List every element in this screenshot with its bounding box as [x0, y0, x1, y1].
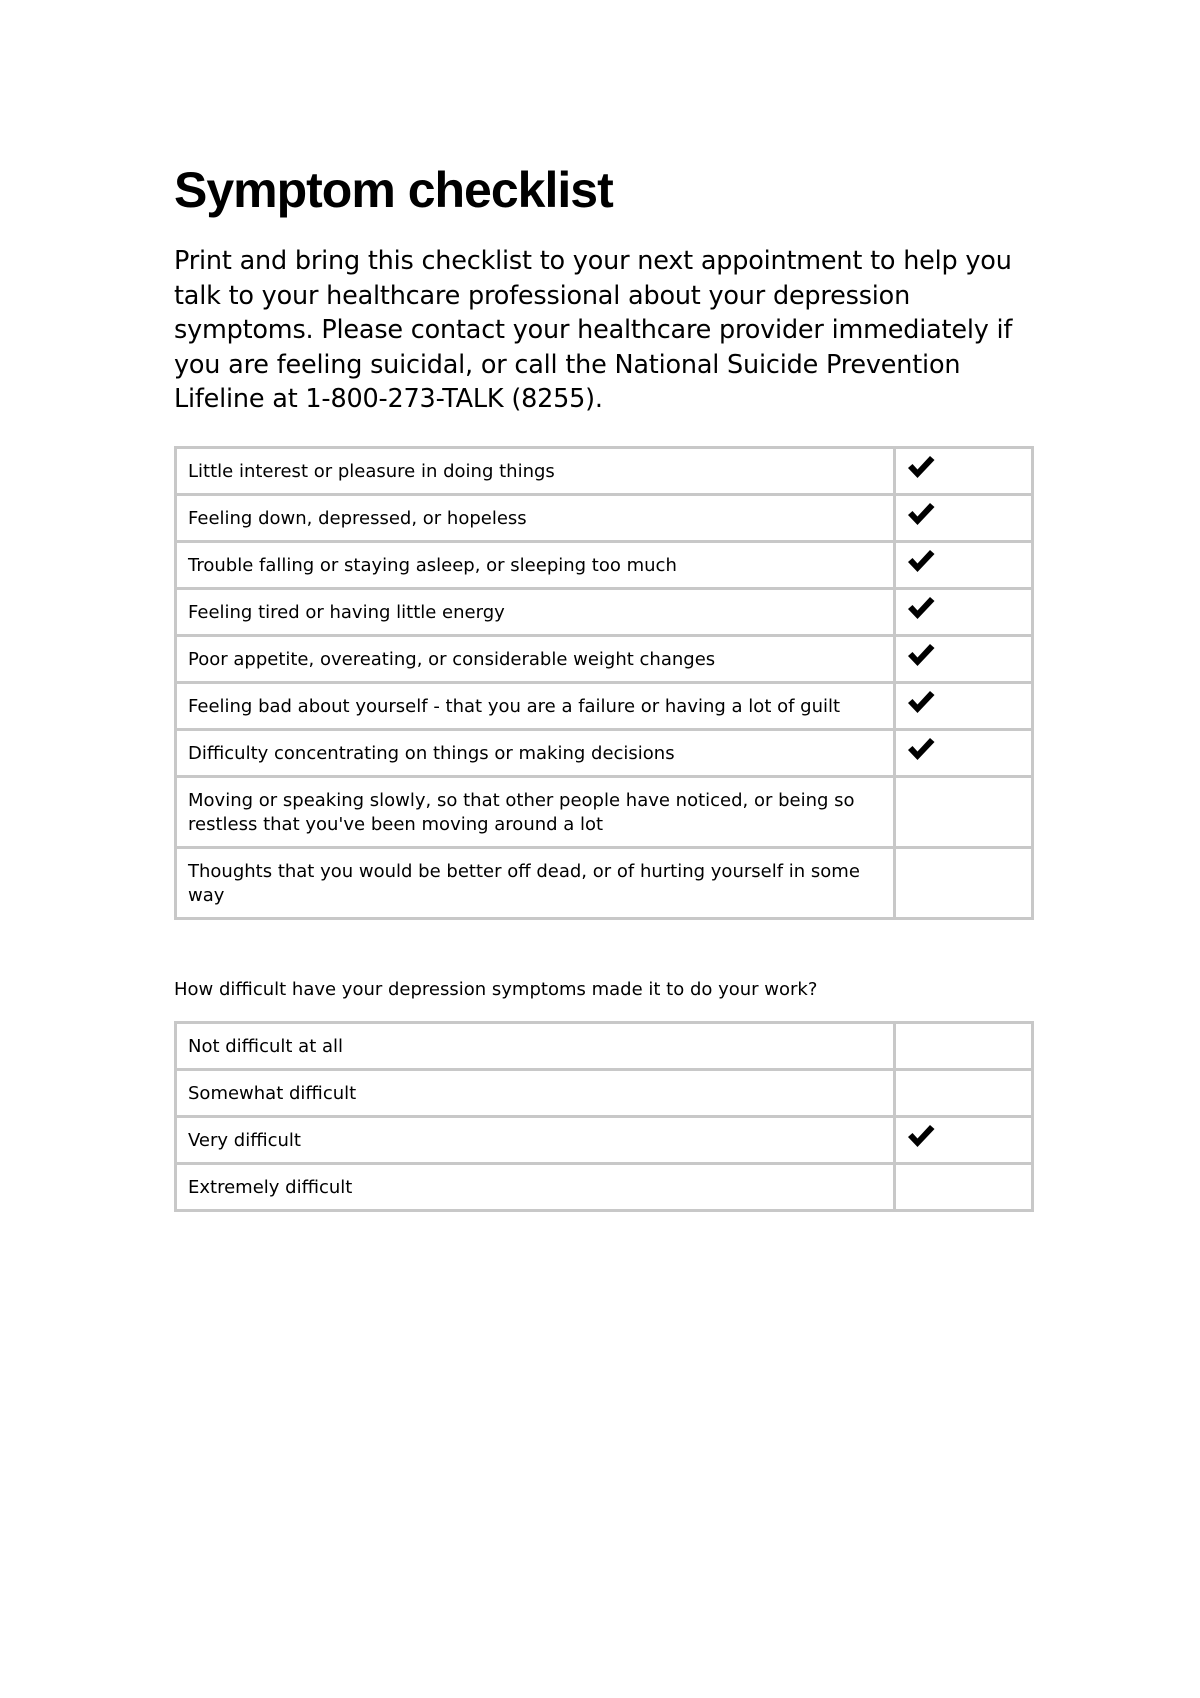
page-title: Symptom checklist — [174, 162, 613, 218]
intro-paragraph: Print and bring this checklist to your next appointment to help you talk to your healthcare professional about your depression symptoms. Please contact your healthcare provider immediately if you are feeling suicidal, or call the National Suicide Prevention Lifeline at 1-800-273-TALK (8255). — [174, 246, 1013, 414]
symptom-label: Feeling bad about yourself - that you are a failure or having a lot of guilt — [176, 683, 895, 730]
symptom-label: Thoughts that you would be better off dead, or of hurting yourself in some way — [176, 848, 895, 919]
symptom-check-cell[interactable] — [895, 730, 1033, 777]
check-icon — [906, 500, 936, 530]
difficulty-label: Very difficult — [176, 1117, 895, 1164]
symptom-row — [176, 683, 1033, 730]
difficulty-row — [176, 1070, 1033, 1117]
difficulty-row — [176, 1164, 1033, 1211]
symptom-check-cell[interactable] — [895, 636, 1033, 683]
difficulty-label: Not difficult at all — [176, 1023, 895, 1070]
symptom-label: Feeling tired or having little energy — [176, 589, 895, 636]
symptom-row — [176, 589, 1033, 636]
symptom-label: Feeling down, depressed, or hopeless — [176, 495, 895, 542]
difficulty-question: How difficult have your depression symptoms made it to do your work? — [174, 979, 818, 1000]
symptom-label: Moving or speaking slowly, so that other people have noticed, or being so restless that you've been moving around a lot — [176, 777, 895, 848]
difficulty-row — [176, 1023, 1033, 1070]
check-icon — [906, 547, 936, 577]
symptom-row — [176, 448, 1033, 495]
check-icon — [906, 594, 936, 624]
symptom-row — [176, 495, 1033, 542]
symptom-label: Difficulty concentrating on things or making decisions — [176, 730, 895, 777]
symptom-row — [176, 730, 1033, 777]
check-icon — [906, 688, 936, 718]
symptom-check-cell[interactable] — [895, 589, 1033, 636]
symptom-label: Little interest or pleasure in doing things — [176, 448, 895, 495]
check-icon — [906, 453, 936, 483]
difficulty-check-cell[interactable] — [895, 1164, 1033, 1211]
difficulty-check-cell[interactable] — [895, 1117, 1033, 1164]
symptom-check-cell[interactable] — [895, 495, 1033, 542]
symptom-row — [176, 636, 1033, 683]
difficulty-check-cell[interactable] — [895, 1070, 1033, 1117]
difficulty-label: Extremely difficult — [176, 1164, 895, 1211]
symptom-check-cell[interactable] — [895, 542, 1033, 589]
check-icon — [906, 735, 936, 765]
symptom-label: Poor appetite, overeating, or considerable weight changes — [176, 636, 895, 683]
difficulty-table — [174, 1021, 1034, 1212]
difficulty-check-cell[interactable] — [895, 1023, 1033, 1070]
symptom-check-cell[interactable] — [895, 683, 1033, 730]
symptom-row — [176, 848, 1033, 919]
difficulty-label: Somewhat difficult — [176, 1070, 895, 1117]
symptom-check-cell[interactable] — [895, 848, 1033, 919]
symptom-row — [176, 777, 1033, 848]
check-icon — [906, 1122, 936, 1152]
check-icon — [906, 641, 936, 671]
symptom-label: Trouble falling or staying asleep, or sleeping too much — [176, 542, 895, 589]
symptom-check-cell[interactable] — [895, 777, 1033, 848]
symptom-check-cell[interactable] — [895, 448, 1033, 495]
difficulty-row — [176, 1117, 1033, 1164]
symptom-row — [176, 542, 1033, 589]
symptom-table — [174, 446, 1034, 920]
